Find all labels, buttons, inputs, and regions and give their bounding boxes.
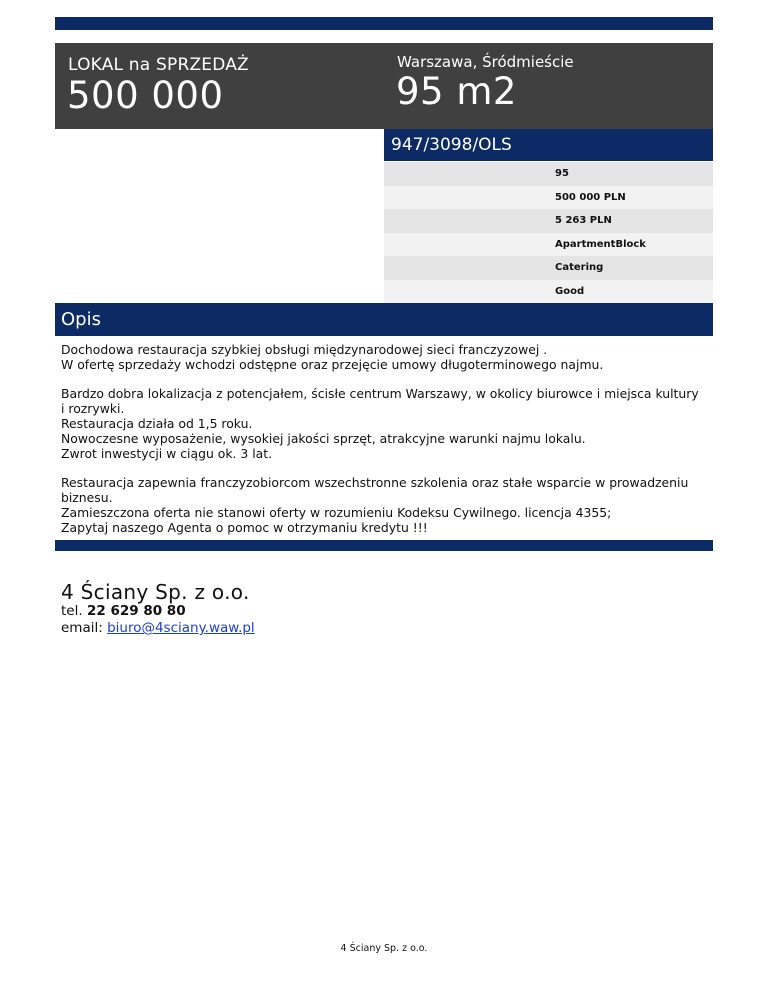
description-line: Restauracja działa od 1,5 roku. (61, 415, 253, 431)
description-line: Nowoczesne wyposażenie, wysokiej jakości sprzęt, atrakcyjne warunki najmu lokalu. (61, 430, 586, 446)
description-paragraph (61, 343, 701, 373)
description-line: Zamieszczona oferta nie stanowi oferty w rozumieniu Kodeksu Cywilnego. licencja 4355; (61, 504, 612, 520)
area-value: 95 m2 (396, 70, 517, 113)
phone-number: 22 629 80 80 (86, 603, 186, 619)
description-heading: Opis (55, 303, 713, 336)
property-type-label: LOKAL na SPRZEDAŻ (68, 55, 249, 75)
email-line (61, 620, 255, 636)
bottom-divider-bar (55, 540, 713, 551)
description-line: Zwrot inwestycji w ciągu ok. 3 lat. (61, 445, 273, 461)
description-paragraph (61, 387, 701, 461)
detail-row-price: 500 000 PLN (384, 186, 713, 210)
description-line: Bardzo dobra lokalizacja z potencjałem, ścisłe centrum Warszawy, w okolicy biurowce i miejsca kultury i rozrywki. (61, 386, 699, 417)
description-line: W ofertę sprzedaży wchodzi odstępne oraz przejęcie umowy długoterminowego najmu. (61, 356, 604, 372)
detail-row-building-type: ApartmentBlock (384, 233, 713, 257)
price-value: 500 000 (67, 74, 224, 117)
detail-row-condition: Good (384, 280, 713, 304)
company-name: 4 Ściany Sp. z o.o. (61, 580, 250, 604)
description-body (61, 343, 701, 535)
location-label: Warszawa, Śródmieście (397, 53, 574, 71)
page-footer: 4 Ściany Sp. z o.o. (340, 943, 428, 954)
description-line: Restauracja zapewnia franczyzobiorcom wszechstronne szkolenia oraz stałe wsparcie w prowadzeniu biznesu. (61, 475, 689, 505)
phone-label: tel. (61, 603, 83, 619)
top-divider-bar (55, 17, 713, 30)
listing-header (55, 43, 713, 129)
reference-number: 947/3098/OLS (384, 129, 713, 161)
description-line: Dochodowa restauracja szybkiej obsługi międzynarodowej sieci franczyzowej . (61, 342, 548, 357)
description-line: Zapytaj naszego Agenta o pomoc w otrzymaniu kredytu !!! (61, 519, 428, 535)
email-link[interactable]: biuro@4sciany.waw.pl (107, 620, 255, 636)
detail-row-price-per-m2: 5 263 PLN (384, 209, 713, 233)
email-label: email: (61, 620, 103, 636)
detail-row-area: 95 (384, 162, 713, 186)
phone-line (61, 603, 186, 619)
details-table (384, 162, 713, 303)
description-paragraph (61, 476, 701, 535)
detail-row-purpose: Catering (384, 256, 713, 280)
